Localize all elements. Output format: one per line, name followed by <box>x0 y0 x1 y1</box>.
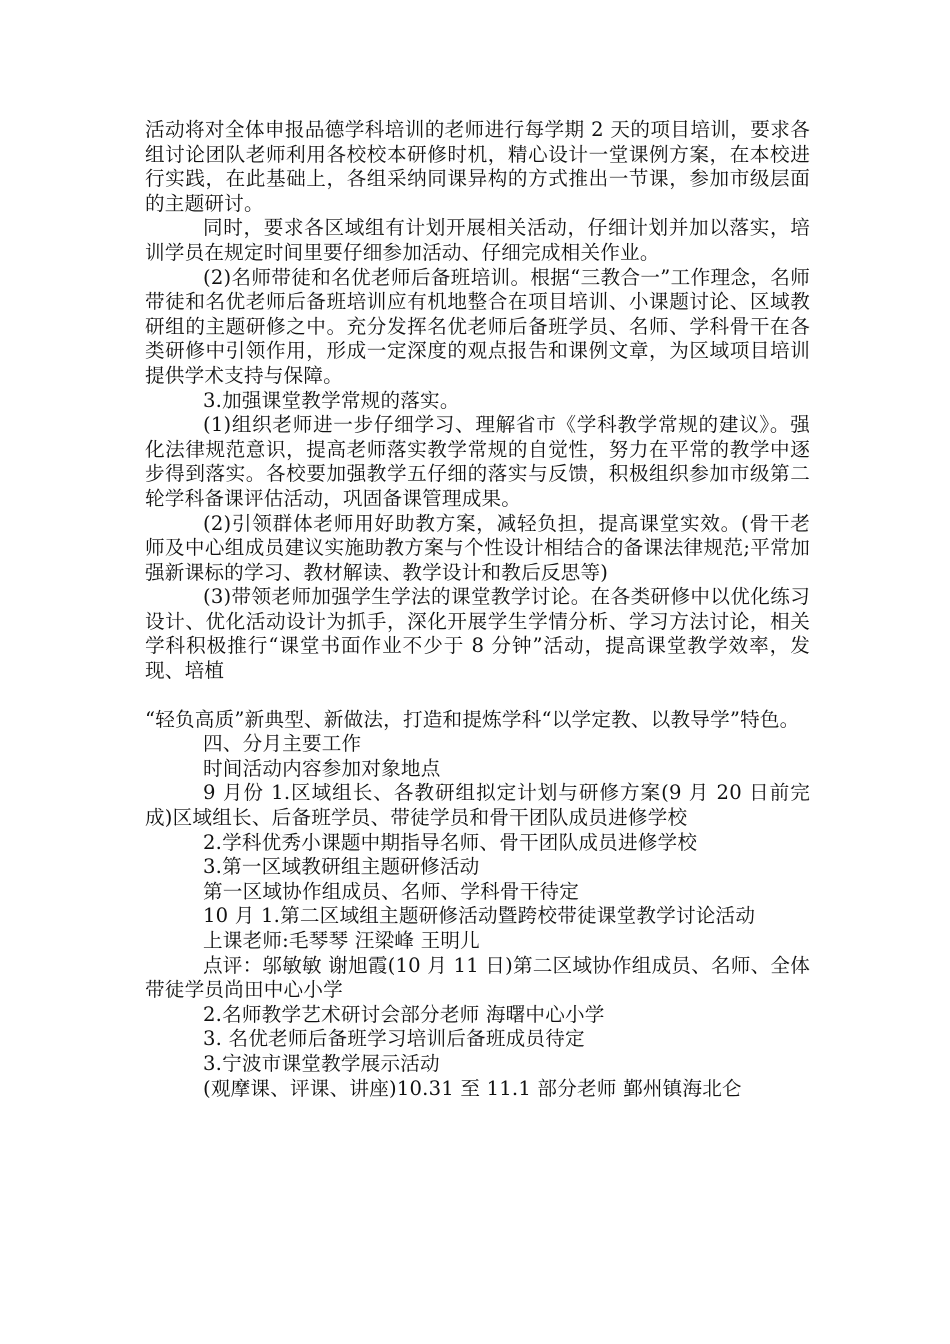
schedule-entry-october-3b-detail: (观摩课、评课、讲座)10.31 至 11.1 部分老师 鄞州镇海北仑 <box>203 1076 742 1100</box>
schedule-entry-october-3b: 3.宁波市课堂教学展示活动 <box>203 1051 440 1075</box>
paragraph-regional-groups: 同时，要求各区域组有计划开展相关活动，仔细计划并加以落实，培训学员在规定时间里要仔细参加活动、仔细完成相关作业。 <box>145 216 810 264</box>
section-heading-monthly-work: 四、分月主要工作 <box>203 732 362 756</box>
schedule-entry-september-3-participants: 第一区域协作组成员、名师、学科骨干待定 <box>203 879 580 903</box>
paragraph-item-3: (3)带领老师加强学生学法的课堂教学讨论。在各类研修中以优化练习设计、优化活动设计为抓手，深化开展学生学情分析、学习方法讨论，相关学科积极推行“课堂书面作业不少于 8 分钟”活动，提高课堂教学效率，发现、培植 <box>145 585 810 683</box>
schedule-entry-october-1: 10 月 1.第二区域组主题研修活动暨跨校带徒课堂教学讨论活动 <box>203 904 756 928</box>
schedule-entry-september-3: 3.第一区域教研组主题研修活动 <box>203 855 480 879</box>
schedule-entry-october-reviewers: 点评：邬敏敏 谢旭霞(10 月 11 日)第二区域协作组成员、名师、全体带徒学员尚田中心小学 <box>145 953 810 1002</box>
paragraph-continuation: “轻负高质”新典型、新做法，打造和提炼学科“以学定教、以教导学”特色。 <box>145 707 800 731</box>
paragraph-item-1: (1)组织老师进一步仔细学习、理解省市《学科教学常规的建议》。强化法律规范意识，提高老师落实教学常规的自觉性，努力在平常的教学中逐步得到落实。各校要加强教学五仔细的落实与反馈，积极组织参加市级第二轮学科备课评估活动，巩固备课管理成果。 <box>145 413 810 510</box>
schedule-entry-october-2: 2.名师教学艺术研讨会部分老师 海曙中心小学 <box>203 1002 605 1026</box>
document-body <box>145 118 810 1101</box>
page-break-gap <box>145 684 810 708</box>
schedule-entry-october-teachers: 上课老师:毛琴琴 汪梁峰 王明儿 <box>203 929 480 952</box>
schedule-entry-september-2: 2.学科优秀小课题中期指导名师、骨干团队成员进修学校 <box>203 830 698 854</box>
paragraph-mentor-training: (2)名师带徒和名优老师后备班培训。根据“三教合一”工作理念，名师带徒和名优老师后备班培训应有机地整合在项目培训、小课题讨论、区域教研组的主题研修之中。充分发挥名优老师后备班学员、名师、学科骨干在各类研修中引领作用，形成一定深度的观点报告和课例文章，为区域项目培训提供学术支持与保障。 <box>145 265 810 387</box>
schedule-column-headers: 时间活动内容参加对象地点 <box>203 756 441 780</box>
paragraph-item-2: (2)引领群体老师用好助教方案，减轻负担，提高课堂实效。(骨干老师及中心组成员建议实施助教方案与个性设计相结合的备课法律规范;平常加强新课标的学习、教材解读、教学设计和教后反思等) <box>145 511 810 584</box>
schedule-entry-october-3a: 3. 名优老师后备班学习培训后备班成员待定 <box>203 1027 585 1051</box>
schedule-entry-september-1: 9 月份 1.区域组长、各教研组拟定计划与研修方案(9 月 20 日前完成)区域组长、后备班学员、带徒学员和骨干团队成员进修学校 <box>145 781 810 830</box>
paragraph-heading-classroom-routine: 3.加强课堂教学常规的落实。 <box>203 388 460 412</box>
paragraph-activity-description: 活动将对全体申报品德学科培训的老师进行每学期 2 天的项目培训，要求各组讨论团队老师利用各校校本研修时机，精心设计一堂课例方案，在本校进行实践，在此基础上，各组采纳同课异构的方式推出一节课，参加市级层面的主题研讨。 <box>145 118 810 215</box>
